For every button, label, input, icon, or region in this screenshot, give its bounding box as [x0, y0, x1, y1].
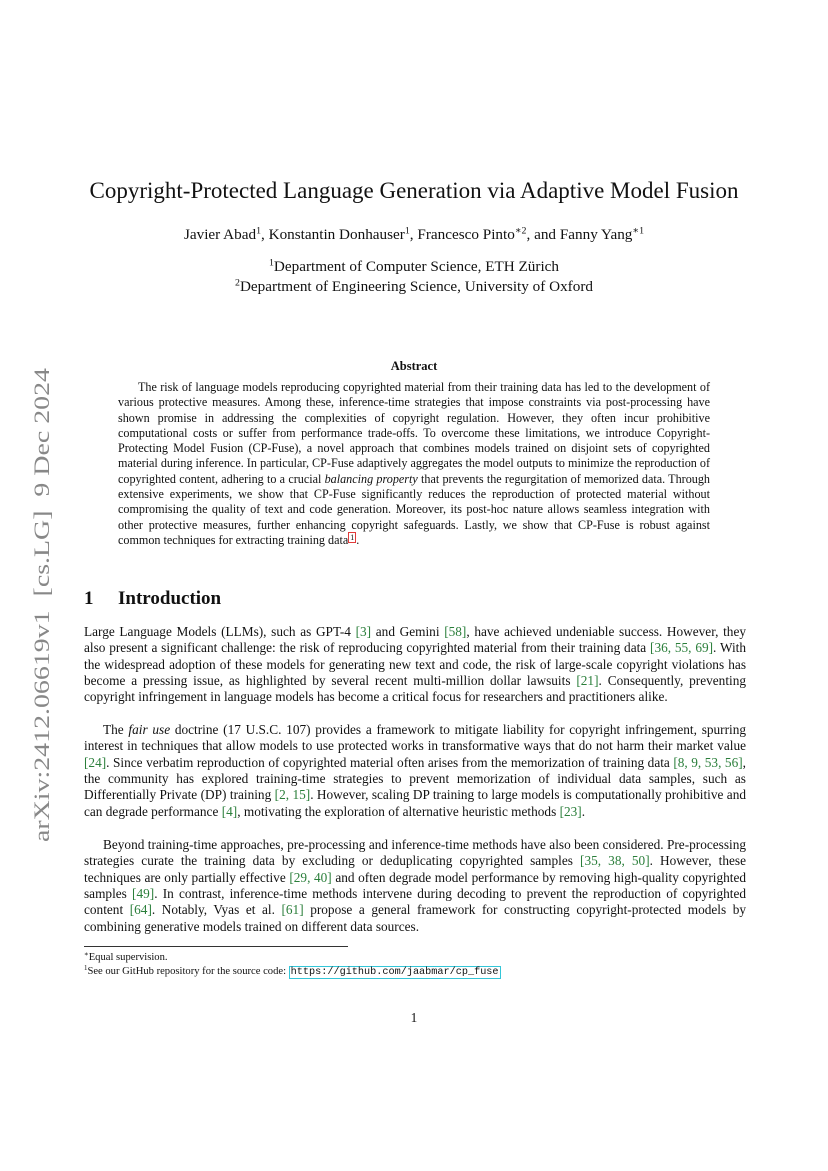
author-affiliation-mark: ∗1	[632, 225, 645, 237]
footnote-1-mark: ∗	[84, 951, 89, 959]
paragraph-text: . In contrast, inference-time methods intervene during decoding to prevent the reproduction of copyrighted content	[84, 886, 746, 918]
affiliation-1	[0, 258, 828, 276]
affiliation-1-mark: 1	[268, 257, 274, 269]
citation-link[interactable]: [2, 15]	[274, 787, 311, 803]
affiliation-2-mark: 2	[235, 277, 240, 289]
citation-link[interactable]: [64]	[129, 902, 152, 918]
paragraph-text: propose a general framework for constructing copyright-protected models by combining generative models trained on different data sources.	[84, 902, 747, 934]
paragraph-text: . Notably, Vyas et al.	[151, 902, 282, 918]
citation-link[interactable]: [58]	[444, 624, 467, 639]
paragraph-text: and Gemini	[371, 624, 445, 639]
citation-link[interactable]: [61]	[281, 902, 304, 918]
github-url-link[interactable]: https://github.com/jaabmar/cp_fuse	[290, 967, 499, 978]
footnote-rule	[84, 946, 348, 947]
paragraph-text: doctrine (17 U.S.C. 107) provides a framework to mitigate liability for copyright infringement, spurring interest in techniques that allow models to use protected works in transformative ways that do not harm their market value	[84, 722, 747, 754]
author-list	[0, 226, 828, 244]
author-separator: , and	[526, 226, 560, 243]
paragraph-text: . With the widespread adoption of these models for generating new text and code, the risk of large-scale copyright violations has become a pressing issue, as highlighted by several recent multi-million dollar lawsuits	[84, 640, 747, 689]
paragraph-text: , motivating the exploration of alternative heuristic methods	[237, 803, 560, 819]
author-name: Javier Abad	[183, 226, 257, 243]
affiliation-2-text: Department of Engineering Science, University of Oxford	[239, 278, 593, 295]
author-affiliation-mark: ∗2	[514, 225, 527, 237]
paragraph-text: .	[581, 803, 586, 819]
intro-paragraph-1	[84, 624, 746, 706]
paragraph-text: . However, these techniques are only partially effective	[84, 853, 746, 885]
footnote-link[interactable]: 1	[350, 532, 355, 542]
citation-link[interactable]: [35, 38, 50]	[580, 853, 650, 869]
author-name: Fanny Yang	[559, 226, 633, 243]
footnote-2-mark: 1	[84, 965, 88, 973]
citation-link[interactable]: [21]	[576, 673, 599, 689]
abstract-text-1: The risk of language models reproducing copyrighted material from their training data has led to the development of various protective measures. Among these, inference-time strategies that impose constraints via post-processing have shown promise in addressing the complexities of copyright regulation. However, they often incur prohibitive computational costs or suffer from performance trade-offs. To overcome these limitations, we introduce Copyright-Protecting Model Fusion (CP-Fuse), a novel approach that combines models trained on disjoint sets of copyrighted material during inference. In particular, CP-Fuse adaptively aggregates the model outputs to minimize the reproduction of copyrighted content, adhering to a crucial	[118, 380, 710, 486]
paragraph-text: . Consequently, preventing copyright infringement in language models has become a critical focus for researchers and practitioners alike.	[84, 673, 747, 705]
citation-link[interactable]: [8, 9, 53, 56]	[673, 754, 743, 770]
abstract-italic: balancing property	[324, 471, 418, 486]
page-number: 1	[410, 1010, 418, 1025]
paragraph-text: Beyond training-time approaches, pre-processing and inference-time methods have also been considered. Pre-processing strategies curate the training data by excluding or deduplicating copyrighted samples	[84, 837, 746, 869]
arxiv-sidebar-svg	[27, 366, 55, 842]
arxiv-identifier: arXiv:2412.06619v1 [cs.LG] 9 Dec 2024	[29, 459, 54, 842]
abstract-heading: Abstract	[390, 359, 438, 373]
abstract-body	[118, 380, 710, 548]
author-separator: ,	[261, 226, 269, 243]
footnote-1-text: Equal supervision.	[88, 952, 168, 963]
paragraph-text: . Since verbatim reproduction of copyrighted material often arises from the memorization of training data	[106, 754, 674, 770]
arxiv-sidebar	[27, 366, 55, 842]
paragraph-text: and often degrade model performance by removing high-quality copyrighted samples	[84, 869, 746, 902]
abstract-end: .	[356, 532, 360, 547]
citation-link[interactable]: [29, 40]	[289, 869, 332, 885]
paragraph-text: , have achieved undeniable success. However, they also present a significant challenge: the risk of reproducing copyrighted material from their training data	[84, 624, 746, 656]
citation-link[interactable]: [24]	[84, 754, 107, 770]
paragraph-text: . However, scaling DP training to large models is computationally prohibitive and can degrade performance	[84, 787, 746, 819]
intro-paragraph-2	[84, 722, 746, 820]
author-separator: ,	[409, 226, 418, 243]
affiliation-1-text: Department of Computer Science, ETH Zürich	[273, 258, 560, 275]
paragraph-text: , the community has explored training-time strategies to prevent memorization of individual data samples, such as Differentially Private (DP) training	[84, 754, 746, 803]
affiliation-2	[0, 278, 828, 296]
paragraph-text: The	[103, 722, 129, 737]
citation-link[interactable]: [36, 55, 69]	[650, 640, 714, 656]
citation-link[interactable]: [4]	[221, 803, 238, 819]
emphasis-text: fair use	[128, 722, 171, 737]
intro-paragraph-3	[84, 837, 746, 935]
section-title: Introduction	[118, 588, 222, 609]
section-heading	[84, 588, 221, 610]
author-name: Francesco Pinto	[417, 226, 515, 243]
footnote-github	[84, 965, 501, 980]
paper-title: Copyright-Protected Language Generation via Adaptive Model Fusion	[89, 178, 739, 203]
author-affiliation-mark: 1	[404, 225, 410, 237]
author-affiliation-mark: 1	[256, 225, 262, 237]
section-number: 1	[84, 588, 94, 609]
abstract-text-2: that prevents the regurgitation of memorized data. Through extensive experiments, we show that CP-Fuse significantly reduces the reproduction of protected material without compromising the quality of text and code generation. Moreover, its post-hoc nature allows seamless integration with other protective measures, further enhancing copyright safeguards. Lastly, we show that CP-Fuse is robust against common techniques for extracting training data	[118, 471, 710, 547]
citation-link[interactable]: [23]	[559, 803, 582, 819]
citation-link[interactable]: [3]	[355, 624, 372, 639]
paragraph-text: Large Language Models (LLMs), such as GPT-4	[84, 624, 356, 639]
citation-link[interactable]: [49]	[132, 886, 155, 902]
author-name: Konstantin Donhauser	[268, 226, 405, 243]
footnote-2-text: See our GitHub repository for the source code:	[87, 966, 289, 977]
footnote-equal-supervision	[84, 951, 168, 965]
